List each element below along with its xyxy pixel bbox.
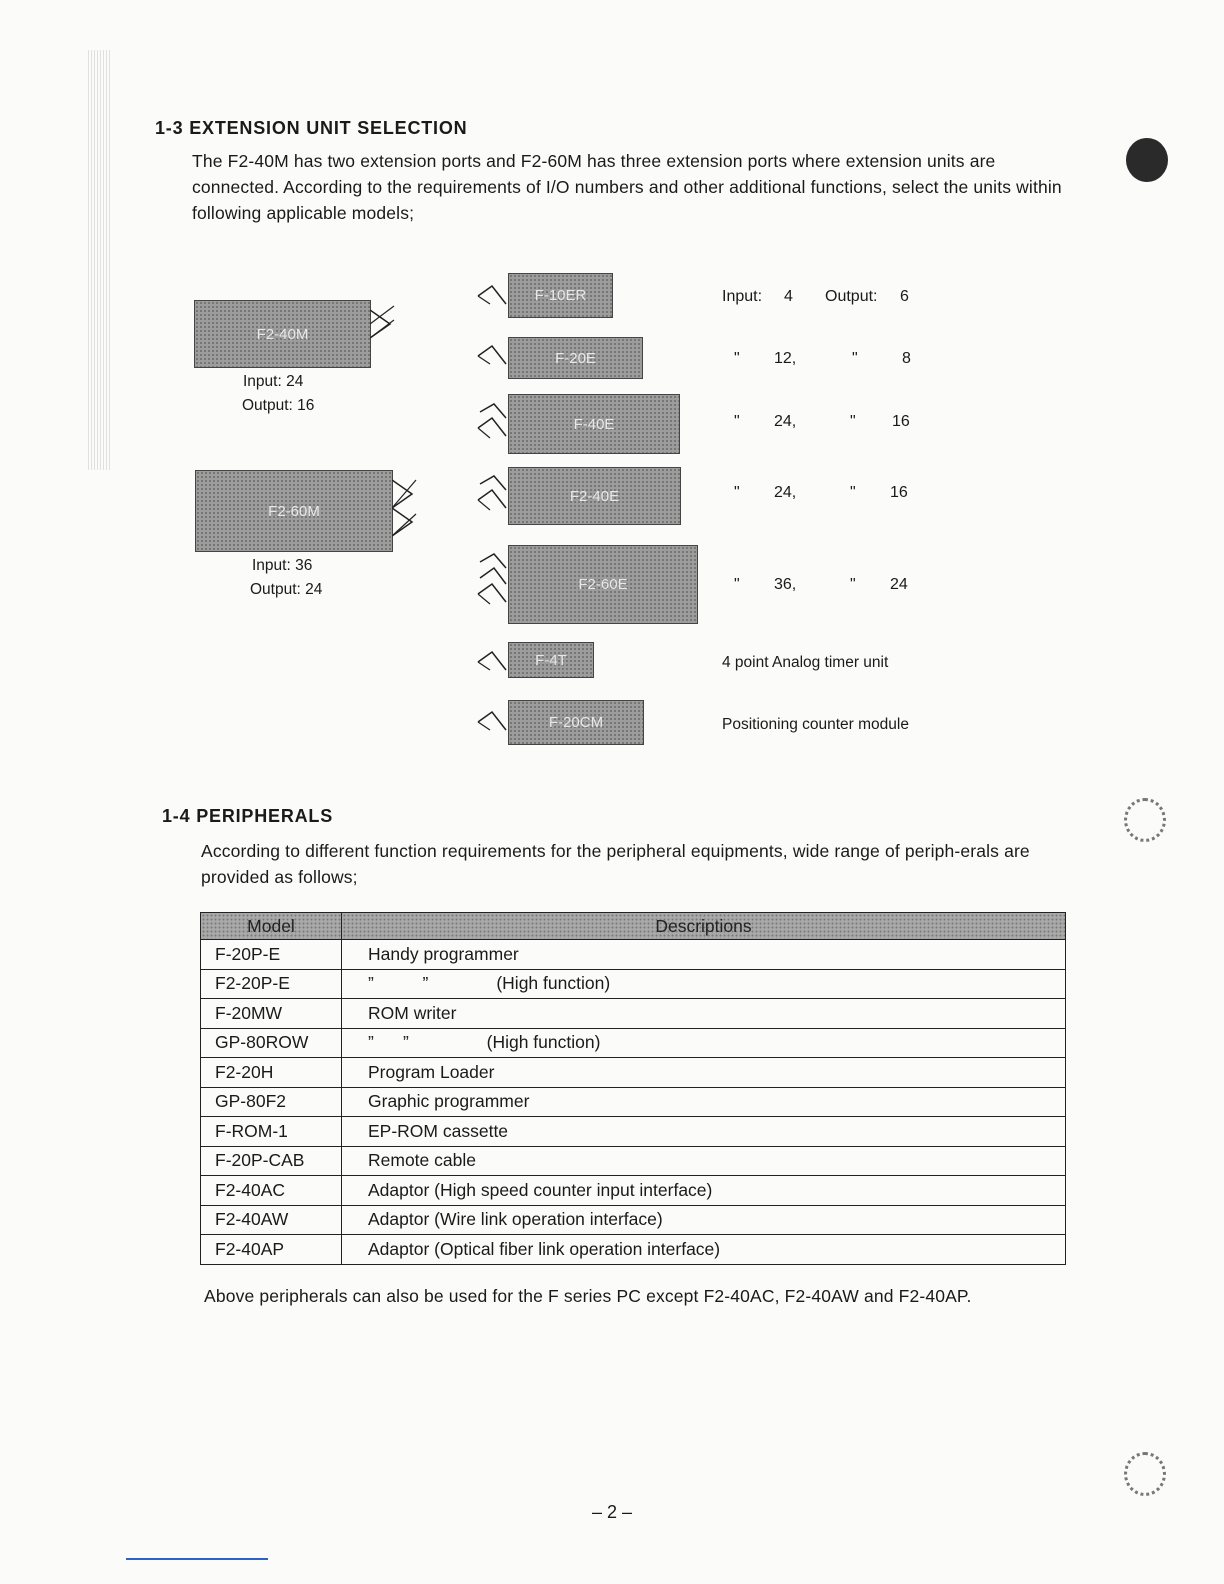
section-heading-peripherals: 1-4 PERIPHERALS — [162, 806, 334, 826]
spec-input-label: Input: — [722, 288, 763, 305]
unit-box-f-20cm: F-20CM — [508, 700, 644, 745]
column-header-model: Model — [201, 913, 342, 940]
port-connector-icon — [476, 402, 508, 442]
table-row — [201, 1058, 1066, 1088]
section-heading-extension-unit-selection: 1-3 EXTENSION UNIT SELECTION — [155, 118, 468, 138]
description-cell: Adaptor (Wire link operation interface) — [342, 1205, 1066, 1235]
description-cell: Handy programmer — [342, 940, 1066, 970]
description-cell: Adaptor (Optical fiber link operation interface) — [342, 1235, 1066, 1265]
unit-box-f2-40e: F2-40E — [508, 467, 681, 525]
spec-input-value: 24, — [774, 484, 797, 501]
punch-hole-icon — [1124, 1452, 1166, 1496]
model-cell: F-20P-CAB — [201, 1146, 342, 1176]
spec-output-value: 8 — [902, 350, 911, 367]
spec-input-value: 4 — [784, 288, 793, 305]
unit-box-f2-60e: F2-60E — [508, 545, 698, 624]
unit-box-f2-40m: F2-40M — [194, 300, 371, 368]
model-cell: F2-20H — [201, 1058, 342, 1088]
model-cell: F-ROM-1 — [201, 1117, 342, 1147]
column-header-descriptions: Descriptions — [342, 913, 1066, 940]
description-cell: EP-ROM cassette — [342, 1117, 1066, 1147]
footer-rule — [126, 1558, 268, 1560]
unit-box-f-40e: F-40E — [508, 394, 680, 454]
spec-desc-f-20cm: Positioning counter module — [722, 716, 909, 733]
footer-note: Above peripherals can also be used for the F series PC except F2-40AC, F2-40AW and F2-40AP. — [204, 1286, 972, 1306]
table-row — [201, 1028, 1066, 1058]
unit-box-f-10er: F-10ER — [508, 273, 613, 318]
page-number: – 2 – — [592, 1502, 633, 1522]
port-connector-icon — [476, 648, 508, 674]
spec-output-label: Output: — [825, 288, 878, 305]
description-cell: ” ” (High function) — [342, 969, 1066, 999]
spec-input-ditto: " — [734, 413, 740, 430]
unit-box-f-4t: F-4T — [508, 642, 594, 678]
binder-edge-texture — [88, 50, 110, 470]
spec-input-value: 24, — [774, 413, 797, 430]
port-connector-icon — [476, 282, 508, 308]
table-row — [201, 1235, 1066, 1265]
port-connector-icon — [476, 342, 508, 368]
unit-box-f-20e: F-20E — [508, 337, 643, 379]
port-connector-icon — [392, 474, 422, 550]
spec-desc-f-4t: 4 point Analog timer unit — [722, 654, 889, 671]
table-row — [201, 1146, 1066, 1176]
model-cell: GP-80ROW — [201, 1028, 342, 1058]
section-intro-paragraph: The F2-40M has two extension ports and F2-60M has three extension ports where extension units are connected. According to the requirements of I/O numbers and other additional functions, select the units within following applicable models; — [192, 151, 1062, 223]
table-row — [201, 999, 1066, 1029]
unit-output-label: Output: 24 — [250, 581, 323, 598]
port-connector-icon — [476, 474, 508, 514]
port-connector-icon — [370, 304, 398, 344]
spec-output-value: 16 — [892, 413, 910, 430]
spec-output-value: 24 — [890, 576, 908, 593]
model-cell: F2-20P-E — [201, 969, 342, 999]
spec-input-ditto: " — [734, 576, 740, 593]
spec-output-ditto: " — [852, 350, 858, 367]
description-cell: Adaptor (High speed counter input interface) — [342, 1176, 1066, 1206]
description-cell: ” ” (High function) — [342, 1028, 1066, 1058]
spec-input-value: 12, — [774, 350, 797, 367]
table-row — [201, 940, 1066, 970]
peripherals-table — [200, 912, 1066, 1265]
model-cell: GP-80F2 — [201, 1087, 342, 1117]
port-connector-icon — [476, 552, 508, 608]
port-connector-icon — [476, 708, 508, 734]
spec-output-value: 16 — [890, 484, 908, 501]
table-row — [201, 1087, 1066, 1117]
spec-output-ditto: " — [850, 484, 856, 501]
table-row — [201, 1176, 1066, 1206]
punch-hole-icon — [1124, 798, 1166, 842]
description-cell: Program Loader — [342, 1058, 1066, 1088]
unit-box-f2-60m: F2-60M — [195, 470, 393, 552]
table-row — [201, 1117, 1066, 1147]
unit-output-label: Output: 16 — [242, 397, 315, 414]
model-cell: F2-40AC — [201, 1176, 342, 1206]
description-cell: Remote cable — [342, 1146, 1066, 1176]
section-peripherals-paragraph: According to different function requirements for the peripheral equipments, wide range of periph-erals are provided as follows; — [201, 841, 1030, 887]
description-cell: Graphic programmer — [342, 1087, 1066, 1117]
table-row — [201, 1205, 1066, 1235]
model-cell: F2-40AP — [201, 1235, 342, 1265]
spec-input-value: 36, — [774, 576, 797, 593]
model-cell: F-20P-E — [201, 940, 342, 970]
spec-output-value: 6 — [900, 288, 909, 305]
model-cell: F2-40AW — [201, 1205, 342, 1235]
unit-input-label: Input: 24 — [243, 373, 304, 390]
spec-input-ditto: " — [734, 350, 740, 367]
punch-hole-icon — [1126, 138, 1168, 182]
spec-input-ditto: " — [734, 484, 740, 501]
table-row — [201, 969, 1066, 999]
unit-input-label: Input: 36 — [252, 557, 313, 574]
model-cell: F-20MW — [201, 999, 342, 1029]
spec-output-ditto: " — [850, 576, 856, 593]
description-cell: ROM writer — [342, 999, 1066, 1029]
table-header-row — [201, 913, 1066, 940]
spec-output-ditto: " — [850, 413, 856, 430]
